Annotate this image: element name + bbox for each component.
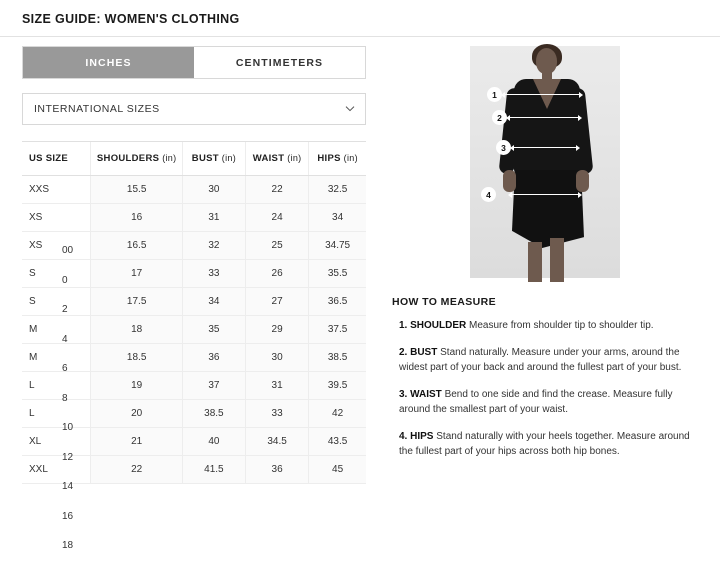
- cell-shoulders: 15.5: [91, 176, 182, 204]
- cell-bust: 36: [182, 344, 245, 372]
- cell-bust: 40: [182, 428, 245, 456]
- cell-hips: 34.75: [309, 232, 366, 260]
- cell-size-number: 00: [62, 245, 74, 256]
- howto-item-label: 1. SHOULDER: [399, 320, 467, 331]
- figure-left-leg: [528, 242, 542, 282]
- cell-size-number: 8: [62, 392, 68, 404]
- cell-shoulders: 17.5: [91, 288, 182, 316]
- cell-hips: 34: [309, 204, 366, 232]
- cell-hips: 45: [309, 456, 366, 484]
- cell-hips: 38.5: [309, 344, 366, 372]
- table-header-row: [22, 142, 366, 176]
- marker-1-shoulder: 1: [487, 87, 502, 102]
- col-bust-label: BUST: [191, 153, 219, 164]
- cell-size-number: 6: [62, 363, 68, 374]
- cell-bust: 41.5: [182, 456, 245, 484]
- col-shoulders: [91, 142, 182, 176]
- size-system-select[interactable]: [22, 93, 366, 125]
- table-row: [22, 204, 366, 232]
- cell-hips: 32.5: [309, 176, 366, 204]
- cell-size-number: 0: [62, 274, 68, 286]
- col-hips-label: HIPS: [317, 153, 341, 164]
- size-chart-panel: [22, 46, 368, 551]
- cell-shoulders: 19: [91, 372, 182, 400]
- cell-hips: 39.5: [309, 372, 366, 400]
- figure-right-hand: [576, 170, 589, 192]
- cell-waist: 34.5: [245, 428, 308, 456]
- cell-size: M: [22, 344, 91, 372]
- cell-hips: 43.5: [309, 428, 366, 456]
- cell-size: XXS: [22, 176, 91, 204]
- shoulder-measure-line: [505, 94, 579, 95]
- cell-bust: 32: [182, 232, 245, 260]
- cell-waist: 26: [245, 260, 308, 288]
- table-row: [22, 176, 366, 204]
- waist-measure-line: [514, 147, 576, 148]
- cell-waist: 24: [245, 204, 308, 232]
- cell-bust: 35: [182, 316, 245, 344]
- col-hips-unit: (in): [343, 153, 358, 163]
- cell-hips: 37.5: [309, 316, 366, 344]
- col-waist-unit: (in): [287, 153, 302, 163]
- header-divider: [0, 36, 720, 37]
- cell-shoulders: 21: [91, 428, 182, 456]
- cell-bust: 37: [182, 372, 245, 400]
- how-to-measure-title: HOW TO MEASURE: [392, 296, 496, 308]
- cell-shoulders: 18.5: [91, 344, 182, 372]
- howto-item-label: 3. WAIST: [399, 388, 442, 400]
- cell-waist: 30: [245, 344, 308, 372]
- cell-size: XS: [22, 232, 91, 260]
- col-shoulders-label: SHOULDERS: [96, 153, 160, 164]
- cell-waist: 27: [245, 288, 308, 316]
- cell-bust: 30: [182, 176, 245, 204]
- cell-waist: 22: [245, 176, 308, 204]
- list-item: [392, 345, 698, 376]
- col-us-size: US SIZE: [22, 142, 91, 176]
- cell-shoulders: 18: [91, 316, 182, 344]
- cell-waist: 29: [245, 316, 308, 344]
- cell-bust: 34: [182, 288, 245, 316]
- cell-waist: 36: [245, 456, 308, 484]
- col-bust: [182, 142, 245, 176]
- cell-waist: 33: [245, 400, 308, 428]
- cell-size-number: 18: [62, 540, 74, 551]
- cell-size: XXL: [22, 456, 91, 484]
- marker-2-bust: 2: [492, 110, 507, 125]
- col-waist-label: WAIST: [252, 153, 285, 164]
- list-item: [392, 318, 698, 334]
- us-size-numbers: [62, 236, 94, 561]
- page-title: SIZE GUIDE: WOMEN'S CLOTHING: [22, 12, 240, 26]
- cell-size: S: [22, 260, 91, 288]
- size-system-value: INTERNATIONAL SIZES: [34, 103, 160, 115]
- measurement-panel: [392, 46, 698, 471]
- figure-left-hand: [503, 170, 516, 192]
- cell-size-number: 12: [62, 451, 74, 463]
- cell-size: XS: [22, 204, 91, 232]
- list-item: [392, 387, 698, 418]
- tab-centimeters[interactable]: CENTIMETERS: [194, 47, 365, 78]
- cell-bust: 31: [182, 204, 245, 232]
- cell-size: S: [22, 288, 91, 316]
- howto-item-text: Stand naturally with your heels together. Measure around the fullest part of your hips across both hip bones.: [399, 430, 690, 457]
- cell-shoulders: 16.5: [91, 232, 182, 260]
- list-item: [392, 429, 698, 460]
- chevron-down-icon: [345, 104, 354, 113]
- cell-hips: 36.5: [309, 288, 366, 316]
- tab-inches[interactable]: INCHES: [23, 47, 194, 78]
- cell-shoulders: 22: [91, 456, 182, 484]
- bust-measure-line: [510, 117, 578, 118]
- col-waist: [245, 142, 308, 176]
- marker-3-waist: 3: [496, 140, 511, 155]
- howto-item-label: 2. BUST: [399, 346, 438, 358]
- cell-shoulders: 16: [91, 204, 182, 232]
- cell-size-number: 4: [62, 333, 68, 345]
- cell-shoulders: 17: [91, 260, 182, 288]
- cell-size-number: 2: [62, 304, 68, 315]
- cell-size-number: 10: [62, 422, 74, 433]
- cell-size: XL: [22, 428, 91, 456]
- cell-bust: 38.5: [182, 400, 245, 428]
- cell-shoulders: 20: [91, 400, 182, 428]
- cell-size: L: [22, 400, 91, 428]
- cell-bust: 33: [182, 260, 245, 288]
- cell-size-number: 14: [62, 481, 74, 492]
- col-hips: [309, 142, 366, 176]
- how-to-measure-list: [392, 318, 698, 460]
- cell-size-number: 16: [62, 510, 74, 522]
- cell-waist: 31: [245, 372, 308, 400]
- col-bust-unit: (in): [221, 153, 236, 163]
- col-shoulders-unit: (in): [162, 153, 177, 163]
- cell-size: L: [22, 372, 91, 400]
- model-figure-image: [470, 46, 620, 278]
- marker-4-hips: 4: [481, 187, 496, 202]
- cell-hips: 42: [309, 400, 366, 428]
- figure-skirt: [512, 170, 584, 248]
- howto-item-text: Measure from shoulder tip to shoulder tip.: [469, 320, 654, 331]
- howto-item-label: 4. HIPS: [399, 430, 434, 442]
- unit-tabs: [22, 46, 366, 79]
- howto-item-text: Stand naturally. Measure under your arms, around the widest part of your back and around the fullest part of your bust.: [399, 346, 682, 373]
- cell-hips: 35.5: [309, 260, 366, 288]
- howto-item-text: Bend to one side and find the crease. Measure fully around the smallest part of your waist.: [399, 388, 673, 415]
- figure-right-leg: [550, 238, 564, 282]
- cell-size: M: [22, 316, 91, 344]
- cell-waist: 25: [245, 232, 308, 260]
- hips-measure-line: [512, 194, 578, 195]
